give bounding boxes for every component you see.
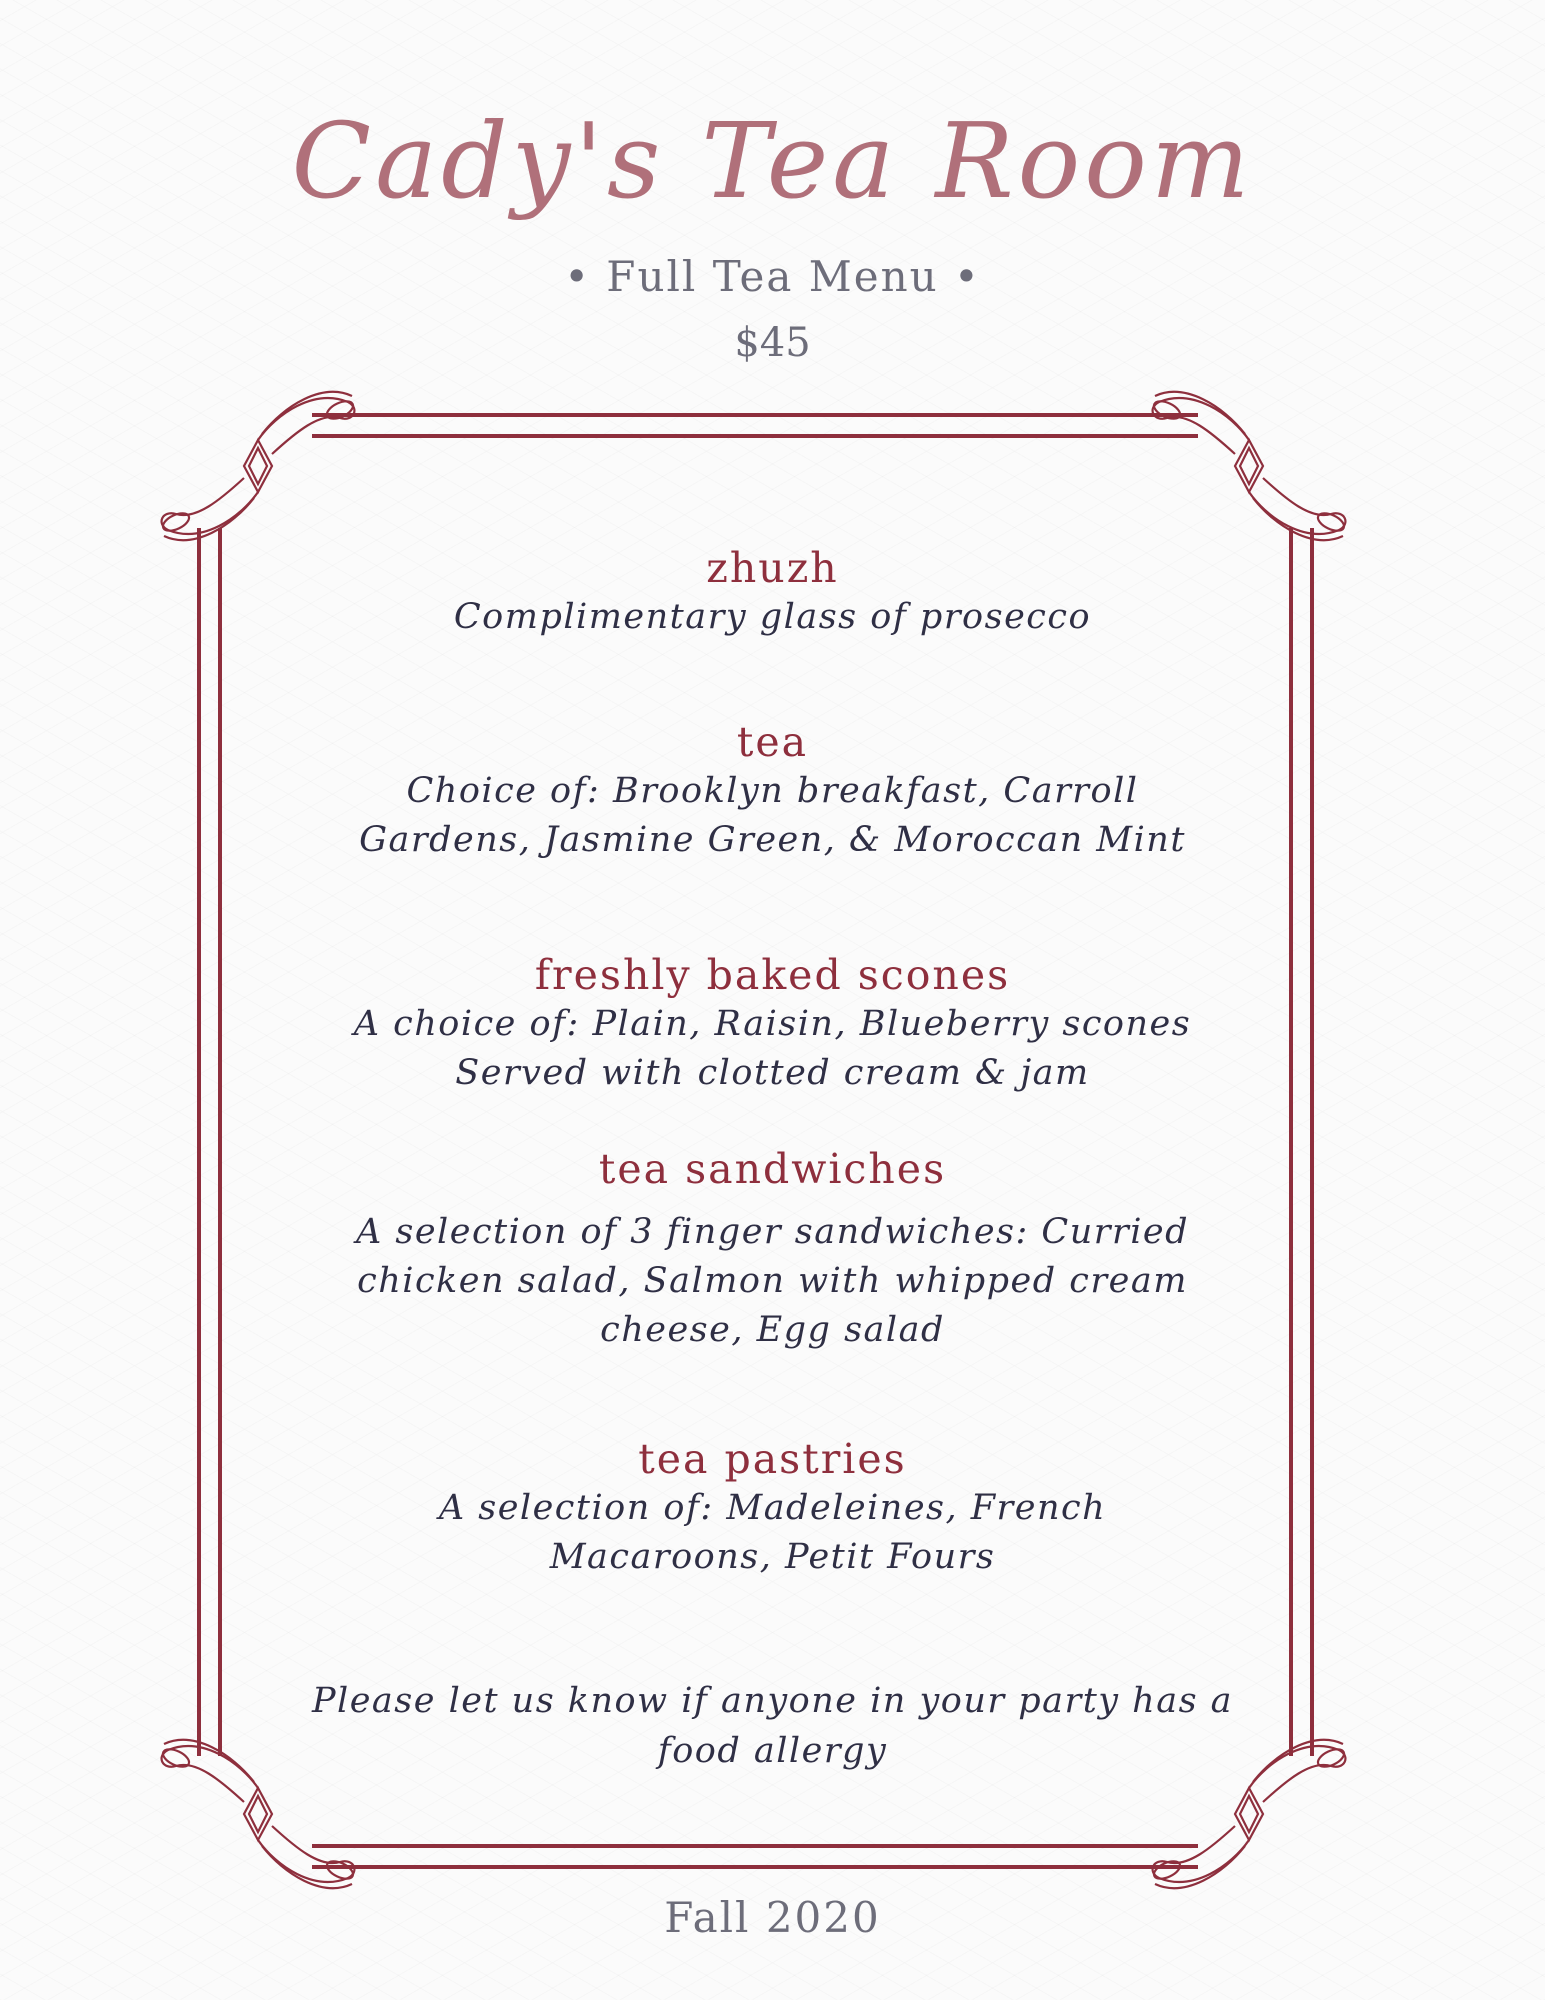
menu-subtitle: • Full Tea Menu • xyxy=(564,252,981,301)
section-title: freshly baked scones xyxy=(534,951,1011,999)
restaurant-title: Cady's Tea Room xyxy=(291,100,1254,222)
section-description: A selection of: Madeleines, French Macaroons, Petit Fours xyxy=(438,1488,1107,1577)
section-description: Complimentary glass of prosecco xyxy=(453,597,1092,637)
section-tea xyxy=(300,717,1245,865)
allergy-note: Please let us know if anyone in your party has a food allergy xyxy=(311,1681,1234,1771)
section-title: tea pastries xyxy=(638,1435,907,1483)
section-title: zhuzh xyxy=(706,544,839,592)
section-description: A selection of 3 finger sandwiches: Curried chicken salad, Salmon with whipped cream cheese, Egg salad xyxy=(355,1212,1190,1350)
menu-price: $45 xyxy=(734,320,811,366)
section-description: Choice of: Brooklyn breakfast, Carroll Gardens, Jasmine Green, & Moroccan Mint xyxy=(359,771,1186,860)
section-description: A choice of: Plain, Raisin, Blueberry scones Served with clotted cream & jam xyxy=(353,1004,1192,1093)
section-tea-sandwiches xyxy=(300,1144,1245,1355)
section-zhuzh xyxy=(300,543,1245,642)
section-tea-pastries xyxy=(300,1434,1245,1582)
season-footer: Fall 2020 xyxy=(664,1893,881,1942)
section-title: tea xyxy=(736,718,809,766)
section-title: tea sandwiches xyxy=(598,1145,947,1193)
section-scones xyxy=(300,950,1245,1098)
